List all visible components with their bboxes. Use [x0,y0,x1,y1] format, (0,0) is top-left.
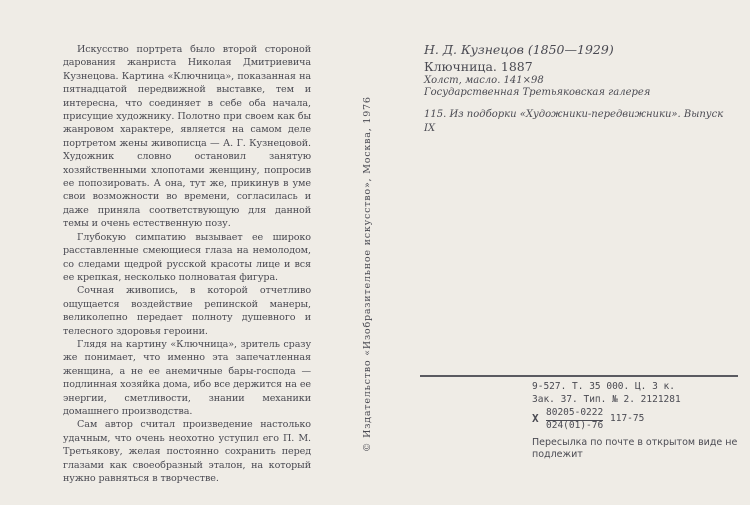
artwork-caption [424,42,734,98]
artwork-title: Ключница. 1887 [424,59,533,74]
artwork-museum: Государственная Третьяковская галерея [424,87,651,98]
index-code-denominator: 024(01)-76 [546,420,604,431]
index-code-letter: Х [532,412,539,425]
article-paragraph-1: Искусство портрета было второй стороной дарования жанриста Николая Дмитриевича Кузнецова. Картина «Ключница», показанная на пятнадцатой передвижной выставке, тем и интересна, что соединяет в себе оба начала, присущие художнику. Полотно при своем как бы жанровом характере, является на самом деле портретом жены живописца — А. Г. Кузнецовой. Художник словно остановил занятую хозяйственными хлопотами женщину, попросив ее попозировать. А она, тут же, прикинув в уме свои возможности во времени, согласилась и даже приняла соответствующую для данной темы и очень естественную позу. [63,44,311,230]
article-paragraph-2: Глубокую симпатию вызывает ее широко расставленные смеющиеся глаза на немолодом, со следами щедрой русской красоты лице и вся ее крепкая, несколько полноватая фигура. [63,231,311,283]
imprint-line-2: Зак. 37. Тип. № 2. 2121281 [532,393,681,405]
article-paragraph-3: Сочная живопись, в которой отчетливо ощущается воздействие репинской манеры, великолепно передает полноту душевного и телесного здоровья героини. [63,285,311,337]
article-paragraph-4: Глядя на картину «Ключница», зритель сразу же понимает, что именно эта запечатленная женщина, а не ее анемичные бары-господа — подлинная хозяйка дома, ибо все держится на ее энергии, сметливости, знании механики домашнего производства. [63,338,311,417]
print-imprint [532,381,742,461]
index-code-numerator: 80205-0222 [546,407,603,421]
publisher-line: © Издательство «Изобразительное искусство», Москва, 1976 [362,96,373,452]
artwork-medium: Холст, масло. 141×98 [424,75,544,86]
address-divider [420,375,738,377]
index-code-suffix: 117-75 [610,413,645,424]
imprint-line-1: 9-527. Т. 35 000. Ц. 3 к. [532,381,675,392]
article-text [63,43,311,485]
postal-notice: Пересылка по почте в открытом виде не подлежит [532,437,738,460]
index-code [532,407,742,433]
series-note: 115. Из подборки «Художники-передвижники». Выпуск IX [424,109,724,134]
artist-name: Н. Д. Кузнецов (1850—1929) [424,42,614,57]
article-paragraph-5: Сам автор считал произведение настолько удачным, что очень неохотно уступил его П. М. Третьякову, желая постоянно сохранить перед глазами как своеобразный эталон, на который нужно равняться в творчестве. [63,419,311,484]
